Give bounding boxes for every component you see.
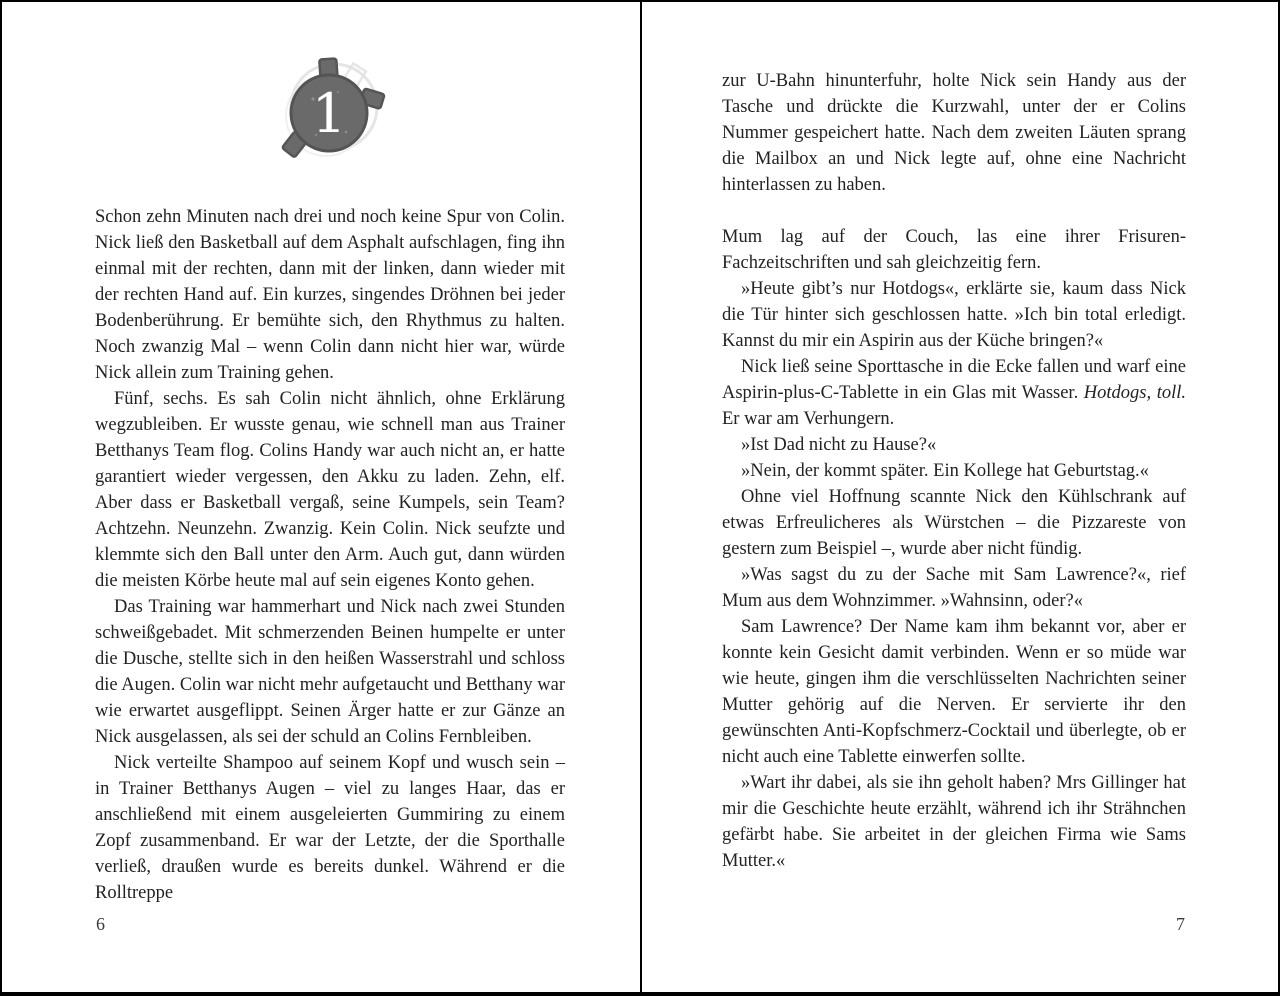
paragraph: »Wart ihr dabei, als sie ihn geholt haben? Mrs Gillinger hat mir die Geschichte heute erzählt, während ich ihr Strähnchen gefärbt habe. Sie arbeitet in der gleichen Firma wie Sams Mutter.«	[722, 773, 1186, 871]
paragraph: Nick verteilte Shampoo auf seinem Kopf und wusch sein – in Trainer Betthanys Augen – viel zu langes Haar, das er anschließend mit einem ausgeleierten Gummiring zu einem Zopf zusammenband. Er war der Letzte, der die Sporthalle verließ, draußen wurde es bereits dunkel. Während er die Rolltreppe	[95, 753, 565, 903]
page-left	[2, 2, 640, 992]
paragraph: zur U-Bahn hinunterfuhr, holte Nick sein Handy aus der Tasche und drückte die Kurzwahl, unter der er Colins Nummer gespeichert hatte. Nach dem zweiten Läuten sprang die Mailbox an und Nick legte auf, ohne eine Nachricht hinterlassen zu haben.	[722, 71, 1186, 195]
paragraph: »Nein, der kommt später. Ein Kollege hat Geburtstag.«	[741, 461, 1149, 481]
paragraph: Ohne viel Hoffnung scannte Nick den Kühlschrank auf etwas Erfreulicheres als Würstchen – die Pizzareste von gestern zum Beispiel –, wurde aber nicht fündig.	[722, 487, 1186, 559]
paragraph: Fünf, sechs. Es sah Colin nicht ähnlich, ohne Erklärung wegzubleiben. Er wusste genau, wie schnell man aus Trainer Betthanys Team flog. Colins Handy war auch nicht an, er hatte garantiert wieder vergessen, den Akku zu laden. Zehn, elf. Aber dass er Basketball vergaß, seine Kumpels, sein Team? Achtzehn. Neunzehn. Zwanzig. Kein Colin. Nick seufzte und klemmte sich den Ball unter den Arm. Auch gut, dann würden die meisten Körbe heute mal auf sein eigenes Konto gehen.	[95, 389, 565, 591]
paragraph: »Ist Dad nicht zu Hause?«	[741, 435, 937, 455]
paragraph: Sam Lawrence? Der Name kam ihm bekannt vor, aber er konnte kein Gesicht damit verbinden. Wenn er so müde war wie heute, gingen ihm die verschlüsselten Nachrichten seiner Mutter gehörig auf die Nerven. Er servierte ihr den gewünschten Anti-Kopfschmerz-Cocktail und überlegte, ob er nicht auch eine Tablette einwerfen sollte.	[722, 617, 1186, 767]
paragraph: Mum lag auf der Couch, las eine ihrer Frisuren-Fachzeitschriften und sah gleichzeitig fern.	[722, 227, 1186, 273]
page-right	[642, 2, 1280, 992]
paragraph: Das Training war hammerhart und Nick nach zwei Stunden schweißgebadet. Mit schmerzenden Beinen humpelte er unter die Dusche, stellte sich in den heißen Wasserstrahl und schloss die Augen. Colin war nicht mehr aufgetaucht und Betthany war wie erwartet ausgeflippt. Seinen Ärger hatte er zur Gänze an Nick ausgelassen, als sei der schuld an Colins Fernbleiben.	[95, 597, 565, 747]
page-number-left: 6	[96, 914, 105, 934]
chapter-ornament	[95, 50, 565, 174]
paragraph: »Was sagst du zu der Sache mit Sam Lawrence?«, rief Mum aus dem Wohnzimmer. »Wahnsinn, oder?«	[722, 565, 1186, 611]
chapter-number: 1	[311, 82, 347, 145]
paragraph: Nick ließ seine Sporttasche in die Ecke fallen und warf eine Aspirin-plus-C-Tablette in ein Glas mit Wasser. Hotdogs, toll. Er war am Verhungern.	[722, 357, 1187, 429]
paragraph: Schon zehn Minuten nach drei und noch keine Spur von Colin. Nick ließ den Basketball auf dem Asphalt aufschlagen, fing ihn einmal mit der rechten, dann mit der linken, dann wieder mit der rechten Hand auf. Ein kurzes, singendes Dröhnen bei jeder Bodenberührung. Er bemühte sich, den Rhythmus zu halten. Noch zwanzig Mal – wenn Colin dann nicht hier war, würde Nick allein zum Training gehen.	[95, 207, 565, 383]
left-page-text	[95, 204, 565, 906]
stopwatch-icon	[268, 50, 392, 174]
page-number-right: 7	[1176, 914, 1185, 934]
paragraph: »Heute gibt’s nur Hotdogs«, erklärte sie, kaum dass Nick die Tür hinter sich geschlossen hatte. »Ich bin total erledigt. Kannst du mir ein Aspirin aus der Küche bringen?«	[722, 279, 1186, 351]
right-page-text	[722, 68, 1186, 874]
